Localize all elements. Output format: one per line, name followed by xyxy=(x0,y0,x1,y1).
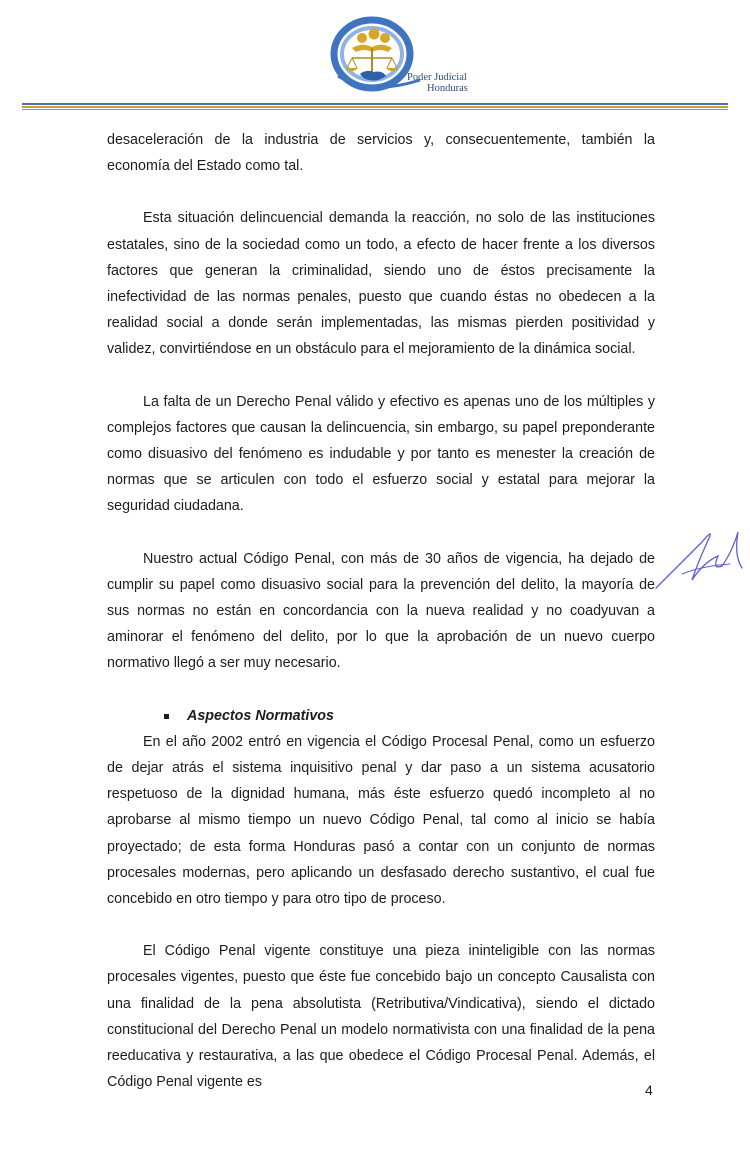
spacer xyxy=(107,363,655,389)
paragraph-5: En el año 2002 entró en vigencia el Código Procesal Penal, como un esfuerzo de dejar atrás el sistema inquisitivo penal y dar paso a un sistema acusatorio respetuoso de la dignidad humana, más éste esfuerzo quedó incompleto al no aprobarse al mismo tiempo un nuevo Código Penal, tal como al inicio se había proyectado; de esta forma Honduras pasó a contar con un conjunto de normas procesales modernas, pero aplicando un desfasado derecho sustantivo, el cual fue concebido en otro tiempo y para otro tipo de proceso. xyxy=(107,733,655,908)
page-number: 4 xyxy=(645,1082,653,1098)
logo-line-1: Poder Judicial xyxy=(407,72,467,83)
spacer xyxy=(107,520,655,546)
header-rule-blue xyxy=(22,103,728,105)
paragraph-4: Nuestro actual Código Penal, con más de 30 años de vigencia, ha dejado de cumplir su papel como disuasivo social para la prevención del delito, la mayoría de sus normas no están en concordancia con la nueva realidad y no coadyuvan a aminorar el fenómeno del delito, por lo que la aprobación de un nuevo cuerpo normativo llegó a ser muy necesario. xyxy=(107,550,655,672)
spacer xyxy=(107,912,655,938)
paragraph-2: Esta situación delincuencial demanda la reacción, no solo de las instituciones estatales, sino de la sociedad como un todo, a efecto de hacer frente a los diversos factores que generan la criminalidad, siendo uno de éstos precisamente la inefectividad de las normas penales, puesto que cuando éstas no obedecen a la realidad social a donde serán implementadas, las mismas pierden positividad y validez, convirtiéndose en un obstáculo para el mejoramiento de la dinámica social. xyxy=(107,210,655,358)
paragraph-1: desaceleración de la industria de servicios y, consecuentemente, también la economía del Estado como tal. xyxy=(107,132,655,175)
section-heading-text: Aspectos Normativos xyxy=(187,707,334,724)
header-rule xyxy=(22,103,728,111)
paragraph-3: La falta de un Derecho Penal válido y efectivo es apenas uno de los múltiples y complejos factores que causan la delincuencia, sin embargo, su papel preponderante como disuasivo del fenómeno es indudable y por tanto es menester la creación de normas que se articulen con todo el esfuerzo social y estatal para mejorar la seguridad ciudadana. xyxy=(107,393,655,515)
bullet-square-icon xyxy=(164,714,169,719)
paragraph-6: El Código Penal vigente constituye una pieza ininteligible con las normas procesales vigentes, puesto que éste fue concebido bajo un concepto Causalista con una finalidad de la pena absolutista (Retributiva/Vindicativa), siendo el dictado constitucional del Derecho Penal un modelo normativista con una finalidad de la pena reeducativa y restaurativa, a las que obedece el Código Procesal Penal. Además, el Código Penal vigente es xyxy=(107,943,655,1091)
spacer xyxy=(107,179,655,205)
section-heading xyxy=(107,703,655,729)
logo-caption xyxy=(407,72,487,94)
handwritten-signature-icon xyxy=(652,522,744,592)
spacer xyxy=(107,677,655,703)
document-body xyxy=(107,127,655,1096)
letterhead xyxy=(0,0,750,120)
logo-line-2: Honduras xyxy=(427,83,468,94)
header-rule-light xyxy=(22,109,728,110)
header-rule-gold xyxy=(22,106,728,108)
